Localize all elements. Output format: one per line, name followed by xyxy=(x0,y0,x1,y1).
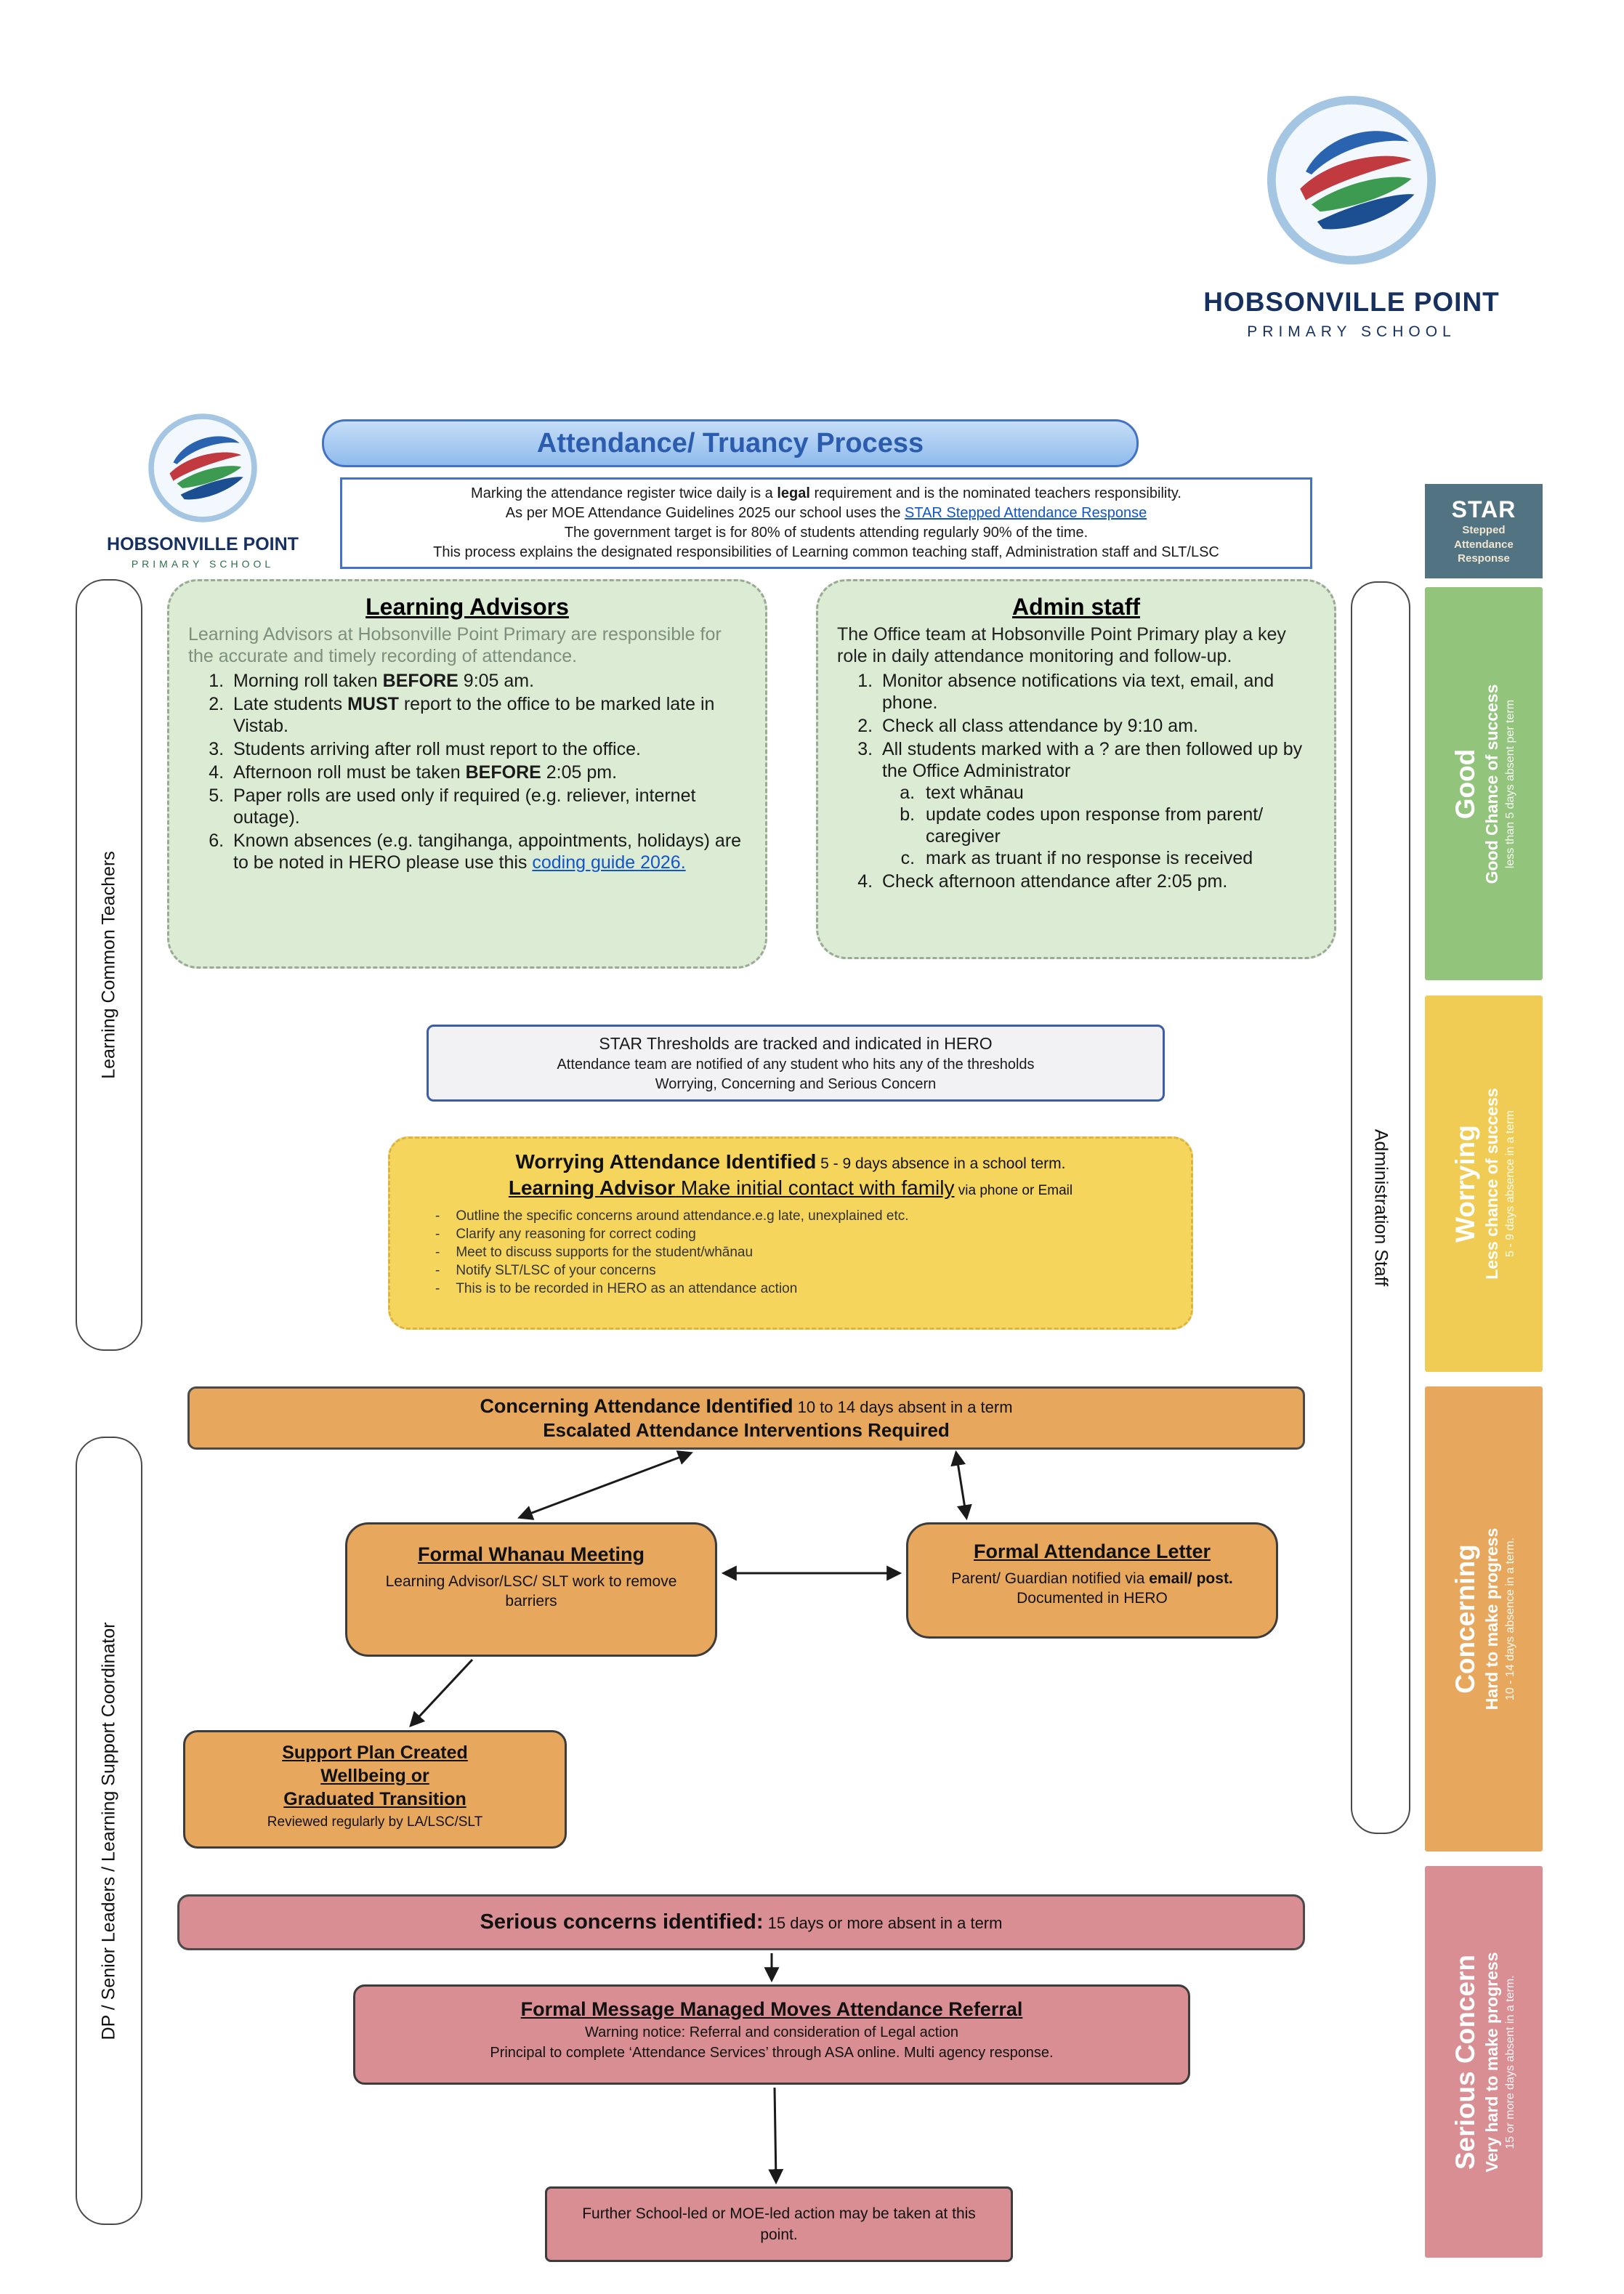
list-item: - Clarify any reasoning for correct coding xyxy=(435,1225,1166,1243)
list-item: 3. Students arriving after roll must report to the office. xyxy=(229,738,746,760)
star-level-worrying: Worrying Less chance of success 5 - 9 days absence in a term xyxy=(1425,995,1543,1372)
worrying-actions-list xyxy=(415,1207,1166,1298)
list-item: - Notify SLT/LSC of your concerns xyxy=(435,1261,1166,1280)
star-thresholds-box: STAR Thresholds are tracked and indicated in HERO Attendance team are notified of any student who hits any of the thresholds Worrying, Concerning and Serious Concern xyxy=(427,1025,1165,1102)
info-line-2: As per MOE Attendance Guidelines 2025 our school uses the STAR Stepped Attendance Response xyxy=(505,505,1147,521)
lane-administration-staff: Administration Staff xyxy=(1351,581,1410,1834)
star-title: STAR xyxy=(1451,496,1516,523)
worrying-lead: Learning Advisor Make initial contact with family via phone or Email xyxy=(508,1176,1073,1199)
learning-advisors-box xyxy=(167,579,767,969)
formal-whanau-meeting-box: Formal Whanau Meeting Learning Advisor/LSC/ SLT work to remove barriers xyxy=(345,1522,717,1657)
school-brand-left xyxy=(69,413,336,570)
list-item: b. update codes upon response from parent/ caregiver xyxy=(920,804,1315,847)
school-name: HOBSONVILLE POINT xyxy=(107,534,299,554)
page-title: Attendance/ Truancy Process xyxy=(322,419,1139,467)
further-action-box: Further School-led or MOE-led action may be taken at this point. xyxy=(545,2186,1013,2262)
arrow-bar-to-whanau xyxy=(520,1453,690,1517)
learning-advisors-title: Learning Advisors xyxy=(365,594,569,620)
info-line-1: Marking the attendance register twice daily is a legal requirement and is the nominated teachers responsibility. xyxy=(471,485,1181,501)
learning-advisors-intro: Learning Advisors at Hobsonville Point Primary are responsible for the accurate and timely recording of attendance. xyxy=(188,624,722,667)
school-brand-top xyxy=(1137,94,1566,341)
list-item: a. text whānau xyxy=(920,782,1315,804)
list-item: 6. Known absences (e.g. tangihanga, appointments, holidays) are to be noted in HERO please use this coding guide 2026. xyxy=(229,830,746,873)
school-logo-icon xyxy=(148,413,258,523)
star-level-concerning: Concerning Hard to make progress 10 - 14 days absence in a term. xyxy=(1425,1386,1543,1851)
admin-staff-box xyxy=(816,579,1336,959)
list-item: 5. Paper rolls are used only if required (e.g. reliever, internet outage). xyxy=(229,785,746,828)
info-line-3: The government target is for 80% of students attending regularly 90% of the time. xyxy=(564,525,1088,541)
list-item: - This is to be recorded in HERO as an attendance action xyxy=(435,1280,1166,1298)
school-subname: PRIMARY SCHOOL xyxy=(131,558,275,570)
list-item: 4. Check afternoon attendance after 2:05 pm. xyxy=(878,871,1315,892)
worrying-title: Worrying Attendance Identified 5 - 9 days absence in a school term. xyxy=(515,1150,1066,1173)
learning-advisors-list xyxy=(188,670,746,873)
arrow-bar-to-letter xyxy=(956,1453,966,1517)
admin-staff-title: Admin staff xyxy=(1012,594,1140,620)
admin-staff-intro: The Office team at Hobsonville Point Primary play a key role in daily attendance monitoring and follow-up. xyxy=(837,624,1286,667)
lane-learning-common-teachers: Learning Common Teachers xyxy=(76,579,142,1351)
star-level-good: Good Good Chance of success less than 5 days absent per term xyxy=(1425,587,1543,980)
serious-concerns-bar: Serious concerns identified: 15 days or more absent in a term xyxy=(177,1894,1305,1950)
school-subname: PRIMARY SCHOOL xyxy=(1247,323,1456,340)
school-name: HOBSONVILLE POINT xyxy=(1203,287,1500,317)
support-plan-box: Support Plan Created Wellbeing or Graduated Transition Reviewed regularly by LA/LSC/SLT xyxy=(183,1730,567,1849)
list-item: 1. Monitor absence notifications via text, email, and phone. xyxy=(878,670,1315,714)
list-item: 2. Check all class attendance by 9:10 am. xyxy=(878,715,1315,737)
list-item: 4. Afternoon roll must be taken BEFORE 2:05 pm. xyxy=(229,762,746,783)
star-response-link[interactable]: STAR Stepped Attendance Response xyxy=(905,505,1147,521)
coding-guide-link[interactable]: coding guide 2026. xyxy=(532,852,686,873)
list-item: 2. Late students MUST report to the office to be marked late in Vistab. xyxy=(229,693,746,737)
lane-dp-senior-leaders-lsc: DP / Senior Leaders / Learning Support Coordinator xyxy=(76,1437,142,2225)
list-item: 1. Morning roll taken BEFORE 9:05 am. xyxy=(229,670,746,692)
arrow-whanau-to-support xyxy=(411,1660,472,1725)
intro-info-box xyxy=(340,477,1312,569)
school-logo-icon xyxy=(1266,94,1437,266)
list-item: - Meet to discuss supports for the student/whānau xyxy=(435,1243,1166,1261)
attendance-referral-box: Formal Message Managed Moves Attendance Referral Warning notice: Referral and consideration of Legal action Principal to complete ‘Attendance Services’ through ASA online. Multi agency response. xyxy=(353,1984,1190,2085)
list-item: 3. All students marked with a ? are then followed up by the Office Administrator a. text whānau b. update codes upon response from parent/ caregiver c. mark as truant if no response is received xyxy=(878,738,1315,869)
admin-staff-sublist xyxy=(882,782,1315,869)
formal-attendance-letter-box: Formal Attendance Letter Parent/ Guardian notified via email/ post. Documented in HERO xyxy=(906,1522,1278,1639)
admin-staff-list xyxy=(837,670,1315,892)
concerning-attendance-bar: Concerning Attendance Identified 10 to 14 days absent in a term Escalated Attendance Interventions Required xyxy=(187,1386,1305,1450)
star-legend-header: STAR Stepped Attendance Response xyxy=(1425,484,1543,578)
arrow-referral-to-final xyxy=(775,2088,776,2181)
list-item: - Outline the specific concerns around attendance.e.g late, unexplained etc. xyxy=(435,1207,1166,1225)
worrying-attendance-box xyxy=(388,1136,1193,1330)
list-item: c. mark as truant if no response is received xyxy=(920,847,1315,869)
info-line-4: This process explains the designated responsibilities of Learning common teaching staff, Administration staff and SLT/LSC xyxy=(433,544,1219,560)
star-level-serious: Serious Concern Very hard to make progress 15 or more days absent in a term. xyxy=(1425,1866,1543,2258)
